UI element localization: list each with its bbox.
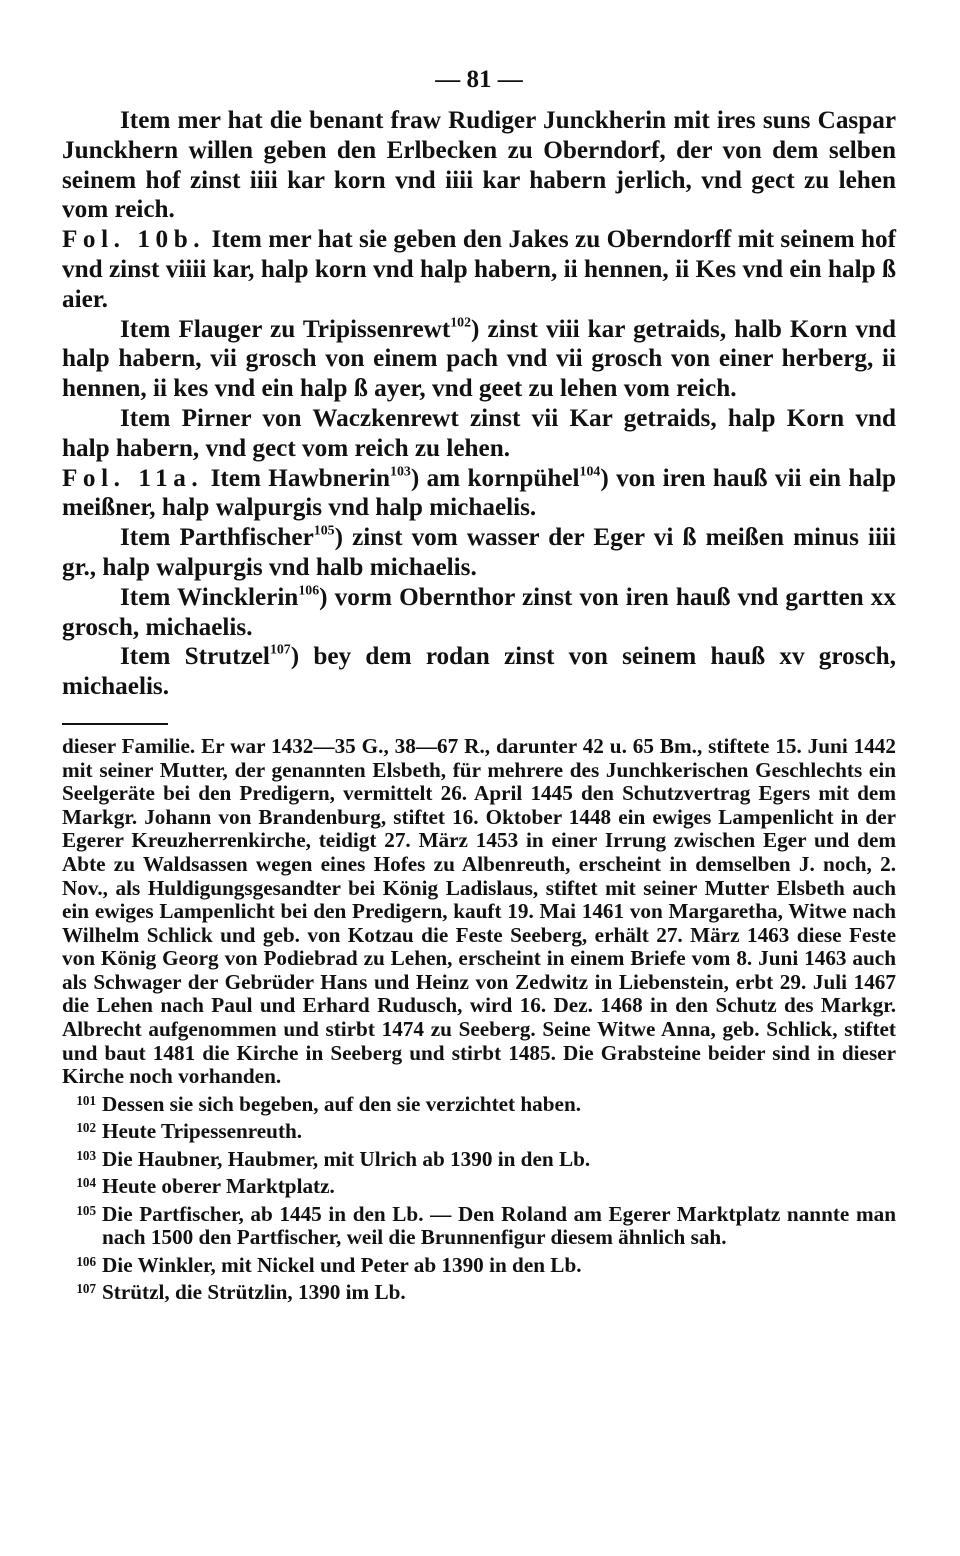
paragraph <box>62 106 896 225</box>
footnote-text: Dessen sie sich begeben, auf den sie verzichtet haben. <box>102 1091 582 1116</box>
folio-reference: Fol. 10b. <box>62 226 206 254</box>
paragraph-text: ) bey dem rodan zinst von seinem hauß xv grosch, michaelis. <box>62 643 896 701</box>
paragraph-text: Item Hawbnerin <box>203 464 391 492</box>
footnote-divider <box>62 723 168 725</box>
footnote <box>62 1171 896 1199</box>
footnote <box>62 1250 896 1278</box>
paragraph-text: Item Flauger zu Tripissenrewt <box>120 315 451 343</box>
paragraph-text: Item mer hat die benant fraw Rudiger Junckherin mit ires suns Caspar Junckhern willen geben den Erlbecken zu Oberndorf, der von dem selben seinem hof zinst iiii kar korn vnd iiii kar habern jerlich, vnd gect zu lehen vom reich. <box>62 107 896 224</box>
footnote <box>62 1277 896 1305</box>
footnote-text: Die Winkler, mit Nickel und Peter ab 1390 in den Lb. <box>102 1252 582 1277</box>
footnote-text: Strützl, die Strützlin, 1390 im Lb. <box>102 1280 406 1305</box>
footnote <box>62 1116 896 1144</box>
page-number: — 81 — <box>435 66 523 93</box>
footnote-text: Heute Tripessenreuth. <box>102 1119 303 1144</box>
paragraph-text: Item Strutzel <box>120 643 270 671</box>
paragraph-text: Item Parthfischer <box>120 524 314 552</box>
footnote-number: 104 <box>76 1175 96 1191</box>
paragraph-text: Item Wincklerin <box>120 583 299 611</box>
paragraph-text: ) zinst vom wasser der Eger vi ß meißen minus iiii gr., halp walpurgis vnd halb michaelis. <box>62 524 896 581</box>
footnote-marker: 104 <box>579 463 601 479</box>
paragraph <box>62 404 896 464</box>
paragraph-text: Item Pirner von Waczkenrewt zinst vii Kar getraids, halp Korn vnd halp habern, vnd gect vom reich zu lehen. <box>62 404 896 462</box>
paragraph <box>62 583 896 643</box>
footnote-marker: 102 <box>450 314 472 330</box>
folio-reference: Fol. 11a. <box>62 464 204 492</box>
footnote <box>62 1144 896 1172</box>
footnote-number: 101 <box>76 1092 96 1108</box>
footnote-marker: 103 <box>390 463 411 479</box>
footnote-number: 107 <box>76 1281 96 1297</box>
paragraph-text: ) von iren hauß vii ein halp meißner, halp walpurgis vnd halp michaelis. <box>62 464 896 522</box>
footnote-number: 103 <box>76 1147 96 1163</box>
paragraph <box>62 315 896 404</box>
paragraph-text: ) vorm Obernthor zinst von iren hauß vnd gartten xx grosch, michaelis. <box>62 583 896 641</box>
paragraph-text: ) am kornpühel <box>410 464 580 492</box>
paragraph <box>62 225 896 314</box>
footnote-marker: 106 <box>298 582 320 598</box>
paragraph-text: ) zinst viii kar getraids, halb Korn vnd halp habern, vii grosch von einem pach vnd vii grosch von einer herberg, ii hennen, ii kes vnd ein halp ß ayer, vnd geet zu lehen vom reich. <box>62 315 896 403</box>
paragraph-text: Item mer hat sie geben den Jakes zu Oberndorff mit seinem hof vnd zinst viiii kar, halp korn vnd halp habern, ii hennen, ii Kes vnd ein halp ß aier. <box>62 226 896 313</box>
paragraph <box>62 523 896 583</box>
paragraph <box>62 464 896 524</box>
footnote <box>62 1199 896 1250</box>
footnotes <box>62 735 896 1305</box>
footnote-text: Die Haubner, Haubmer, mit Ulrich ab 1390 in den Lb. <box>102 1146 591 1171</box>
footnote-text: Heute oberer Marktplatz. <box>102 1174 335 1199</box>
footnote-number: 105 <box>76 1202 96 1218</box>
footnote-marker: 105 <box>313 522 335 538</box>
main-text <box>62 106 896 702</box>
paragraph <box>62 642 896 702</box>
footnote <box>62 1089 896 1117</box>
footnote-number: 106 <box>76 1253 96 1269</box>
footnote-continuation: dieser Familie. Er war 1432—35 G., 38—67 R., darunter 42 u. 65 Bm., stiftete 15. Juni 1442 mit seiner Mutter, der genannten Elsbeth, für mehrere des Junchkerischen Geschlechts ein Seelgeräte bei den Predigern, vermittelt 26. April 1445 den Schutzvertrag Egers mit dem Markgr. Johann von Brandenburg, stiftet 16. Oktober 1448 ein ewiges Lampenlicht in der Egerer Kreuzherrenkirche, teidigt 27. März 1453 in einer Irrung zwischen Eger und dem Abte zu Waldsassen wegen eines Hofes zu Albenreuth, erscheint in demselben J. noch, 2. Nov., als Huldigungsgesandter bei König Ladislaus, stiftet mit seiner Mutter Elsbeth auch ein ewiges Lampenlicht bei den Predigern, kauft 19. Mai 1461 von Margaretha, Witwe nach Wilhelm Schlick und geb. von Kotzau die Feste Seeberg, erhält 27. März 1463 diese Feste von König Georg von Podiebrad zu Lehen, erscheint in einem Briefe vom 8. Juni 1463 auch als Schwager der Gebrüder Hans und Heinz von Zedwitz in Liebenstein, erbt 29. Juli 1467 die Lehen nach Paul und Erhard Rudusch, wird 16. Dez. 1468 in den Schutz des Markgr. Albrecht aufgenommen und stirbt 1474 zu Seeberg. Seine Witwe Anna, geb. Schlick, stiftet und baut 1481 die Kirche in Seeberg und stirbt 1485. Die Grabsteine beider sind in dieser Kirche noch vorhanden. <box>62 733 896 1089</box>
footnote-marker: 107 <box>269 641 291 657</box>
book-page <box>62 60 896 1305</box>
footnote-number: 102 <box>76 1120 96 1136</box>
footnote-text: Die Partfischer, ab 1445 in den Lb. — Den Roland am Egerer Marktplatz nannte man nach 1500 den Partfischer, weil die Brunnenfigur diesem ähnlich sah. <box>102 1201 896 1250</box>
